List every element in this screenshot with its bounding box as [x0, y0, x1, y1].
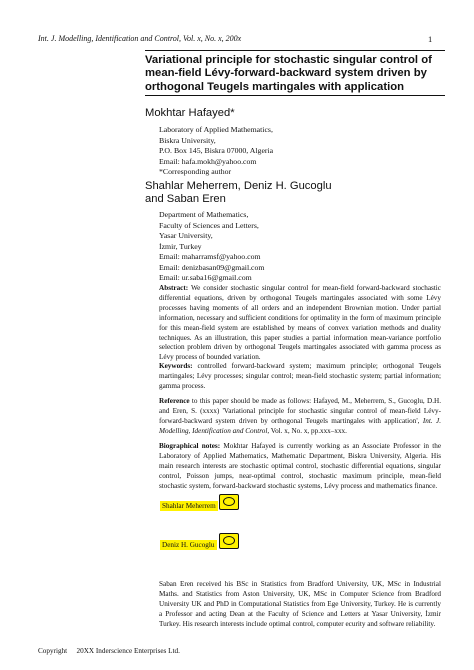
title-rule-bottom: [145, 95, 445, 96]
copyright-label: Copyright: [38, 647, 68, 655]
page-number: 1: [428, 34, 433, 44]
keywords-label: Keywords:: [159, 362, 193, 370]
affiliation-line: Department of Mathematics,: [159, 210, 249, 219]
reference-volume: , Vol. x, No. x, pp.xxx–xxx.: [267, 426, 347, 435]
abstract-text: We consider stochastic singular control for mean-field forward-backward stochastic differential equations, driven by orthogonal Teugels martingales associated with some Lévy processes having moments of all orders and an independent Brownian motion. Under partial information, necessary and sufficient conditions for optimality in the form of maximum principle for this mean-field system are established by means of convex variation methods and duality techniques. As an illustration, this paper studies a partial information mean-variance portfolio selection problem driven by orthogonal Teugels martingales associated with gamma process as Lévy process of bounded variation.: [159, 284, 441, 362]
reference-journal: Int. J. Modelling, Identification and Control: [159, 416, 441, 435]
highlight-gucoglu[interactable]: Deniz H. Gucoglu: [162, 541, 215, 549]
email-gucoglu: Email: denizbasan09@gmail.com: [159, 262, 265, 272]
reference-text: to this paper should be made as follows: Hafayed, M., Meherrem, S., Gucoglu, D.H. and Eren, S. (xxxx) 'Variational principle for stochastic singular control of mean-field Lévy-forward-backward system driven by orthogonal Teugels martingales with application',: [159, 397, 441, 425]
email-eren: Email: ur.saba16@gmail.com: [159, 273, 252, 282]
keywords: [159, 362, 441, 392]
comment-note-icon[interactable]: [219, 533, 239, 549]
highlight-meherrem[interactable]: Shahlar Meherrem: [162, 502, 216, 510]
author-name-hafayed: Mokhtar Hafayed*: [145, 107, 235, 119]
copyright-footer: [38, 647, 180, 655]
title-rule-top: [145, 50, 445, 51]
reference-label: Reference: [159, 397, 190, 405]
abstract: [159, 284, 441, 363]
running-head: Int. J. Modelling, Identification and Control, Vol. x, No. x, 200x: [38, 34, 242, 43]
abstract-label: Abstract:: [159, 284, 189, 292]
keywords-text: controlled forward-backward system; maximum principle; orthogonal Teugels martingales; Lévy processes; singular control; mean-field stochastic system; partial information; gamma process.: [159, 362, 441, 390]
biographical-notes: [159, 442, 441, 492]
affiliation-line: Faculty of Sciences and Letters,: [159, 220, 259, 230]
affiliation-line: İzmir, Turkey: [159, 241, 202, 251]
affiliation-line: Yasar University,: [159, 231, 213, 240]
bio-label: Biographical notes:: [159, 442, 221, 450]
publisher-text: 20XX Inderscience Enterprises Ltd.: [76, 647, 180, 655]
author-line: and Saban Eren: [145, 193, 226, 206]
corresponding-author-note: *Corresponding author: [159, 167, 232, 176]
comment-note-icon[interactable]: [219, 494, 239, 510]
email-hafayed: Email: hafa.mokh@yahoo.com: [159, 156, 257, 166]
bio-eren: Saban Eren received his BSc in Statistics from Bradford University, UK, MSc in Industrial Maths. and Statistics from Aston University, UK, MSc in Computer Science from Bradford University UK and PhD in Computational Statistics from Ege University, Turkey. He is currently a Professor and acting Dean at the Faculty of Science and Letters at Yasar University, İzmir Turkey. His research interests include optimal control, computer ecurity and software reliability.: [159, 580, 441, 628]
email-meherrem: Email: maharramsf@yahoo.com: [159, 252, 261, 261]
paper-title: Variational principle for stochastic singular control of mean-field Lévy-forward-backward system driven by orthogonal Teugels martingales with application: [145, 54, 432, 93]
copyright-symbol-icon: [71, 647, 73, 655]
affiliation-hafayed: [159, 125, 273, 178]
affiliation-coauthors: [159, 210, 264, 284]
affiliation-line: Biskra University,: [159, 135, 216, 145]
reference: [159, 397, 441, 437]
affiliation-line: Laboratory of Applied Mathematics,: [159, 125, 273, 134]
author-names-coauthors: [145, 180, 332, 207]
author-line: Shahlar Meherrem, Deniz H. Gucoglu: [145, 180, 332, 192]
bio-text: Mokhtar Hafayed is currently working as an Associate Professor in the Laboratory of Applied Mathematics, Mathematic Department, Biskra University, Algeria. His main research interests are stochastic optimal control, stochastic differential equations, singular control, Poisson jumps, near-optimal control, stochastic maximum principle, mean-field stochastic system, forward-backward stochastic systems, Lévy process and mathematics finance.: [159, 442, 442, 490]
affiliation-line: P.O. Box 145, Biskra 07000, Algeria: [159, 146, 274, 155]
